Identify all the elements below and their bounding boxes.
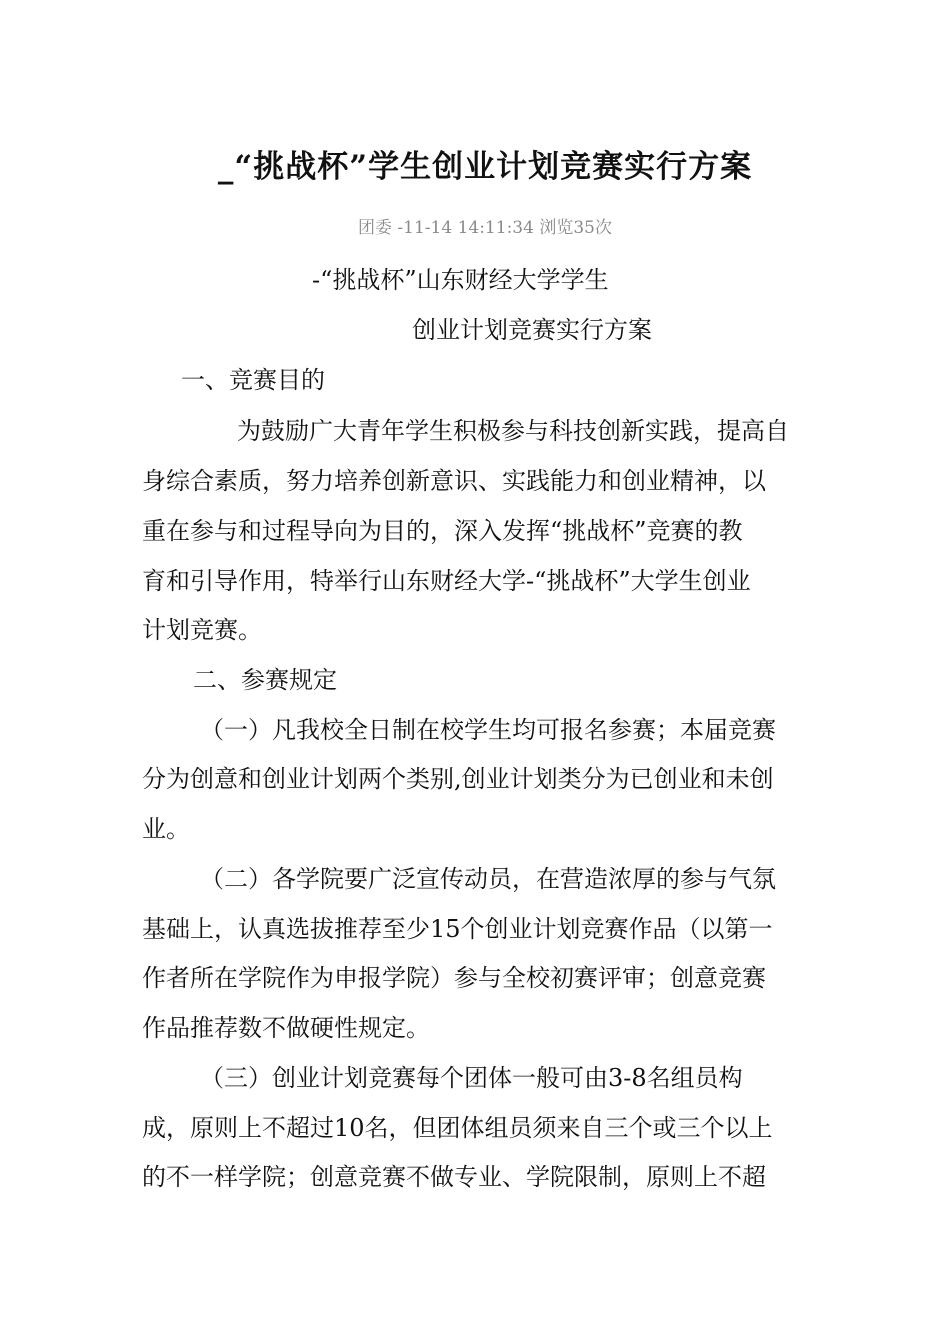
paragraph-line: 基础上，认真选拔推荐至少15个创业计划竞赛作品（以第一 [142, 915, 773, 943]
paragraph-line: （一）凡我校全日制在校学生均可报名参赛；本届竞赛 [200, 716, 776, 744]
paragraph-line: 为鼓励广大青年学生积极参与科技创新实践，提高自 [237, 417, 789, 445]
subtitle-line-2: 创业计划竞赛实行方案 [412, 316, 652, 344]
document-meta: 团委 -11-14 14:11:34 浏览35次 [358, 218, 612, 238]
paragraph-line: 业。 [142, 815, 190, 843]
paragraph-line: 分为创意和创业计划两个类别,创业计划类分为已创业和未创 [142, 765, 774, 793]
paragraph-line: 的不一样学院；创意竞赛不做专业、学院限制，原则上不超 [142, 1163, 766, 1191]
paragraph-line: （三）创业计划竞赛每个团体一般可由3-8名组员构 [200, 1064, 743, 1092]
paragraph-line: 重在参与和过程导向为目的，深入发挥“挑战杯”竞赛的教 [142, 517, 743, 545]
paragraph-line: 作者所在学院作为申报学院）参与全校初赛评审；创意竞赛 [142, 964, 766, 992]
section-heading-1: 一、竞赛目的 [181, 366, 325, 394]
document-title: _“挑战杯”学生创业计划竞赛实行方案 [217, 149, 753, 185]
paragraph-line: （二）各学院要广泛宣传动员，在营造浓厚的参与气氛 [200, 865, 776, 893]
paragraph-line: 计划竞赛。 [142, 616, 262, 644]
paragraph-line: 作品推荐数不做硬性规定。 [142, 1014, 430, 1042]
paragraph-line: 育和引导作用，特举行山东财经大学-“挑战杯”大学生创业 [142, 567, 751, 595]
paragraph-line: 成，原则上不超过10名，但团体组员须来自三个或三个以上 [142, 1114, 773, 1142]
section-heading-2: 二、参赛规定 [193, 666, 337, 694]
subtitle-line-1: -“挑战杯”山东财经大学学生 [312, 266, 609, 294]
paragraph-line: 身综合素质，努力培养创新意识、实践能力和创业精神，以 [142, 467, 766, 495]
